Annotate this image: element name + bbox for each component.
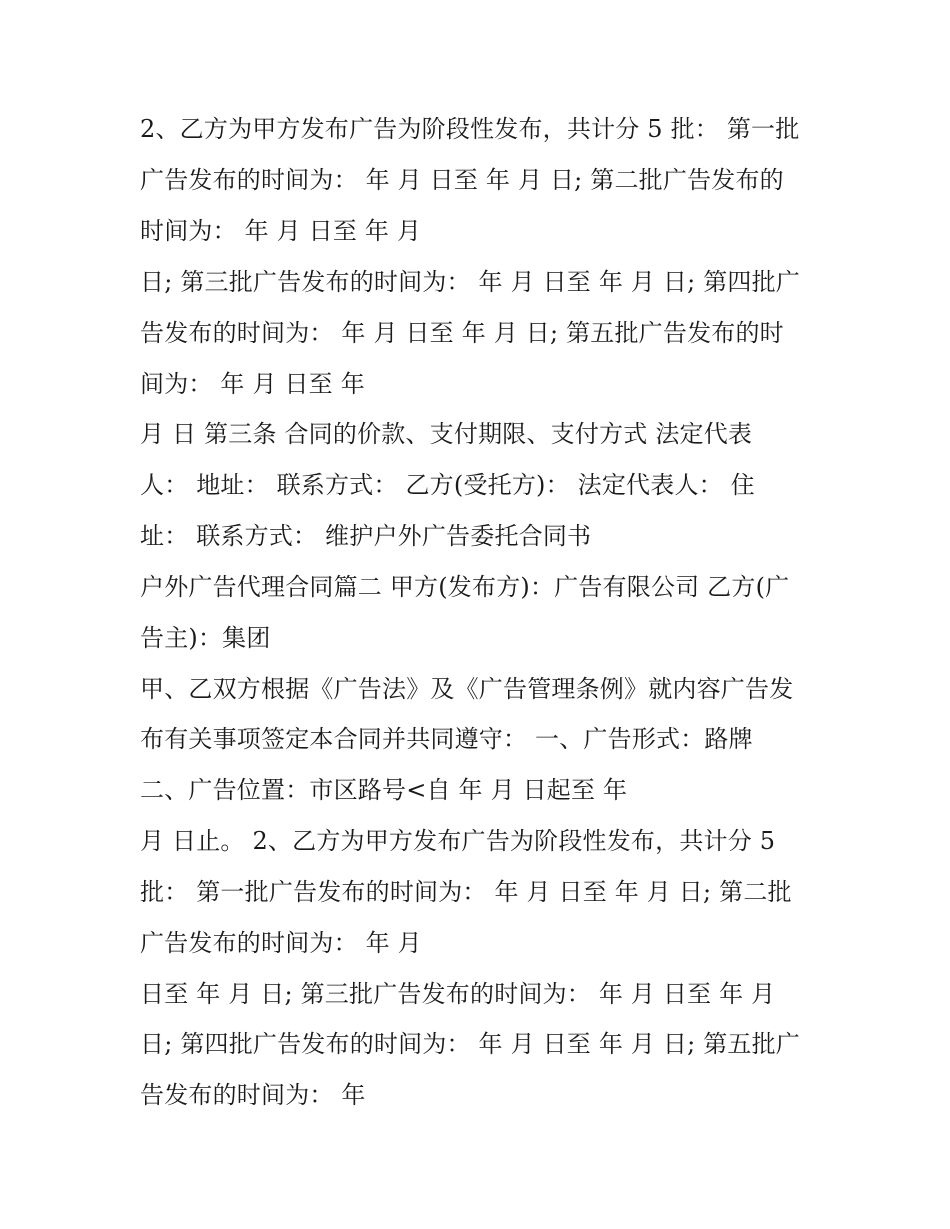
text-line: 告发布的时间为： 年 — [140, 1081, 366, 1109]
text-line: 告发布的时间为： 年 月 日至 年 月 日; 第五批广告发布的时 — [140, 319, 784, 347]
text-line: 日; 第四批广告发布的时间为： 年 月 日至 年 月 日; 第五批广 — [140, 1030, 801, 1058]
text-line: 时间为： 年 月 日至 年 月 — [140, 217, 422, 245]
text-line: 广告发布的时间为： 年 月 — [140, 929, 422, 957]
text-line: 址： 联系方式： 维护户外广告委托合同书 — [140, 522, 592, 550]
text-line: 二、广告位置：市区路号<自 年 月 日起至 年 — [140, 776, 628, 804]
text-line: 户外广告代理合同篇二 甲方(发布方)：广告有限公司 乙方(广 — [140, 573, 790, 601]
text-line: 2、乙方为甲方发布广告为阶段性发布，共计分 5 批： 第一批 — [140, 115, 800, 143]
text-line: 布有关事项签定本合同并共同遵守： 一、广告形式：路牌 — [140, 725, 753, 753]
text-line: 日; 第三批广告发布的时间为： 年 月 日至 年 月 日; 第四批广 — [140, 268, 801, 296]
text-line: 甲、乙双方根据《广告法》及《广告管理条例》就内容广告发 — [140, 675, 794, 703]
text-line: 告主)：集团 — [140, 624, 271, 652]
text-line: 月 日止。 2、乙方为甲方发布广告为阶段性发布，共计分 5 — [140, 827, 776, 855]
text-line: 广告发布的时间为： 年 月 日至 年 月 日; 第二批广告发布的 — [140, 166, 784, 194]
text-line: 人： 地址： 联系方式： 乙方(受托方)： 法定代表人： 住 — [140, 471, 755, 499]
text-line: 日至 年 月 日; 第三批广告发布的时间为： 年 月 日至 年 月 — [140, 980, 776, 1008]
text-line: 月 日 第三条 合同的价款、支付期限、支付方式 法定代表 — [140, 420, 753, 448]
text-line: 间为： 年 月 日至 年 — [140, 370, 365, 398]
text-line: 批： 第一批广告发布的时间为： 年 月 日至 年 月 日; 第二批 — [140, 878, 792, 906]
